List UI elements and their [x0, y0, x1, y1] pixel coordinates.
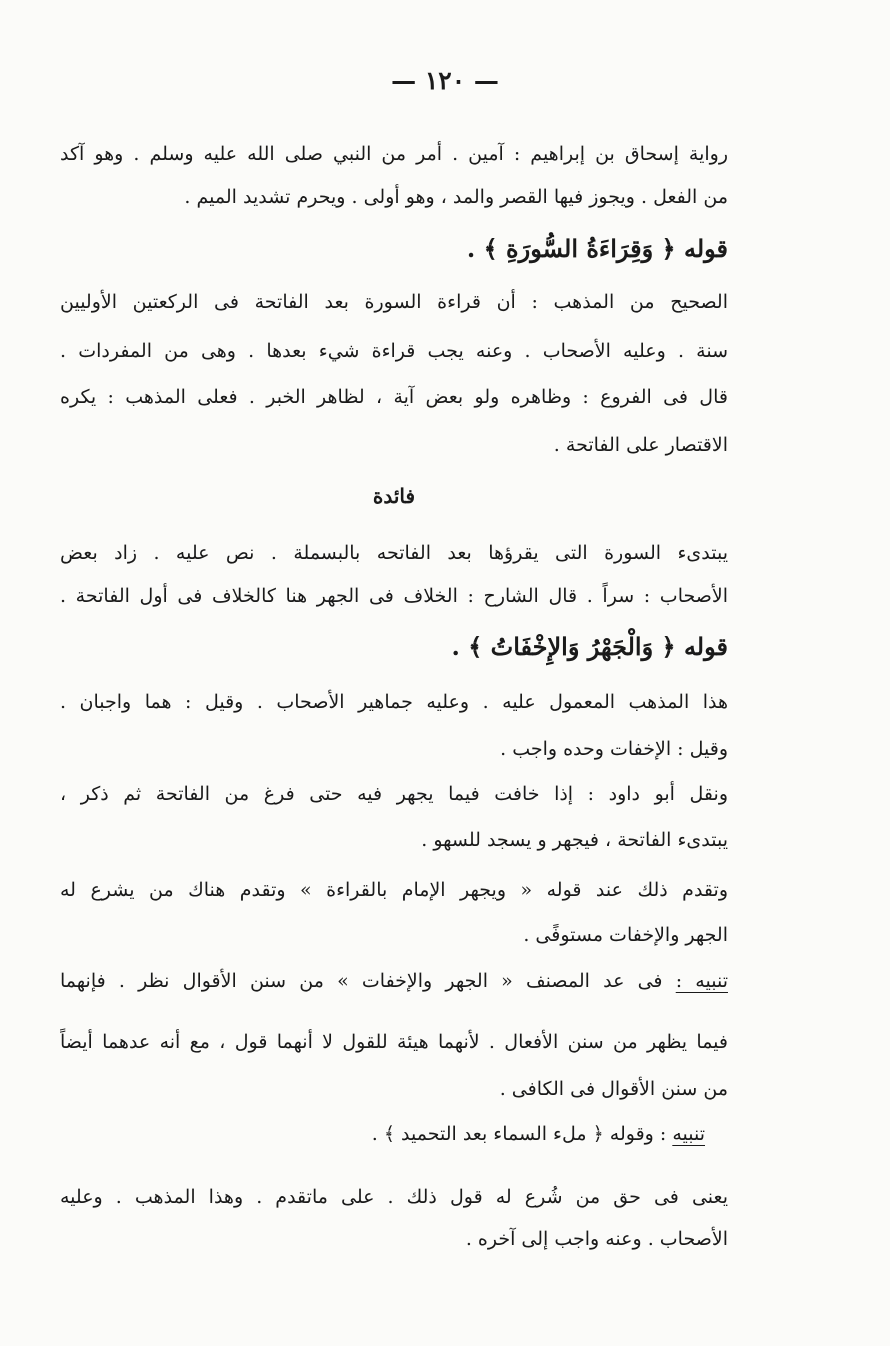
text-line: الاقتصار على الفاتحة .	[553, 434, 728, 456]
text-line: رواية إسحاق بن إبراهيم : آمين . أمر من النبي صلى الله عليه وسلم . وهو آكد	[60, 143, 728, 165]
tanbih-line	[60, 1117, 705, 1151]
text-line: هذا المذهب المعمول عليه . وعليه جماهير الأصحاب . وقيل : هما واجبان .	[60, 691, 728, 713]
text-line: من الفعل . ويجوز فيها القصر والمد ، وهو أولى . ويحرم تشديد الميم .	[184, 186, 728, 208]
text-line: من سنن الأقوال فى الكافى .	[499, 1078, 728, 1100]
text-line: سنة . وعليه الأصحاب . وعنه يجب قراءة شيء بعدها . وهى من المفردات .	[60, 340, 728, 362]
text-line: الأصحاب . وعنه واجب إلى آخره .	[465, 1228, 728, 1250]
text-line: يعنى فى حق من شُرع له قول ذلك . على ماتقدم . وهذا المذهب . وعليه	[60, 1186, 728, 1208]
text-line: يبتدىء الفاتحة ، فيجهر و يسجد للسهو .	[421, 829, 728, 851]
tanbih-label: تنبيه :	[675, 970, 728, 992]
tanbih-line	[60, 964, 728, 998]
text-line: ونقل أبو داود : إذا خافت فيما يجهر فيه حتى فرغ من الفاتحة ثم ذكر ،	[60, 783, 728, 805]
section-heading: قوله ﴿ وَالْجَهْرُ وَالإِخْفَاتُ ﴾ .	[451, 632, 728, 661]
text-line: يبتدىء السورة التى يقرؤها بعد الفاتحه بالبسملة . نص عليه . زاد بعض	[60, 542, 728, 564]
tanbih-text: : وقوله ﴿ ملء السماء بعد التحميد ﴾ .	[371, 1123, 667, 1145]
tanbih-text: فى عد المصنف « الجهر والإخفات » من سنن الأقوال نظر . فإنهما	[60, 970, 663, 992]
faida-heading: فائدة	[372, 484, 416, 508]
text-line: قال فى الفروع : وظاهره ولو بعض آية ، لظاهر الخبر . فعلى المذهب : يكره	[60, 386, 728, 408]
text-line: وقيل : الإخفات وحده واجب .	[500, 738, 728, 760]
tanbih-label: تنبيه	[672, 1123, 705, 1145]
text-line: الأصحاب : سراً . قال الشارح : الخلاف فى الجهر هنا كالخلاف فى أول الفاتحة .	[60, 585, 728, 607]
text-line: فيما يظهر من سنن الأفعال . لأنهما هيئة للقول لا أنهما قول ، مع أنه عدهما أيضاً	[60, 1031, 728, 1053]
section-heading: قوله ﴿ وَقِرَاءَةُ السُّورَةِ ﴾ .	[466, 234, 728, 263]
page-number: — ١٢٠ —	[391, 66, 499, 95]
text-line: الجهر والإخفات مستوفًى .	[523, 924, 728, 946]
text-line: وتقدم ذلك عند قوله « ويجهر الإمام بالقراءة » وتقدم هناك من يشرع له	[60, 879, 728, 901]
text-line: الصحيح من المذهب : أن قراءة السورة بعد الفاتحة فى الركعتين الأوليين	[60, 291, 728, 313]
